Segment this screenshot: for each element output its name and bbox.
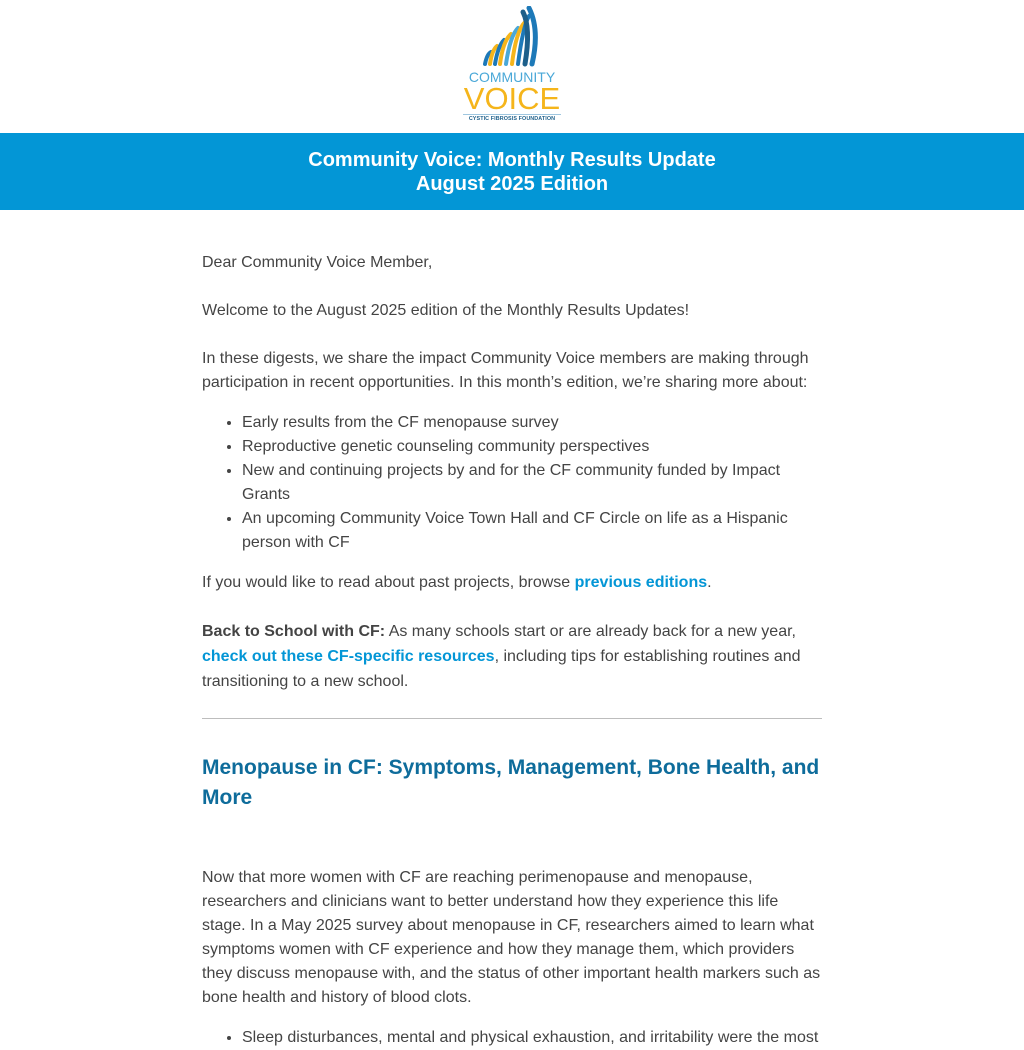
findings-list: [202, 1026, 822, 1050]
topic-item: • Reproductive genetic counseling community perspectives: [242, 435, 822, 459]
welcome-text: Welcome to the August 2025 edition of the Monthly Results Updates!: [202, 302, 690, 319]
banner-title: Community Voice: Monthly Results Update: [308, 148, 716, 171]
past-editions-suffix: .: [707, 574, 712, 591]
greeting: Dear Community Voice Member,: [202, 254, 433, 271]
finding-item: • Sleep disturbances, mental and physical exhaustion, and irritability were the most: [242, 1026, 822, 1050]
back-to-school-label: Back to School with CF:: [202, 623, 386, 640]
back-to-school-text-after: , including tips for establishing routines and transitioning to a new school.: [202, 648, 801, 690]
back-to-school-text: [202, 619, 822, 694]
menopause-body: Now that more women with CF are reaching perimenopause and menopause, researchers and clinicians want to better understand how they experience this life stage. In a May 2025 survey about menopause in CF, researchers aimed to learn what symptoms women with CF experience and how they manage them, which providers they discuss menopause with, and the status of other important health markers such as bone health and history of blood clots.: [202, 869, 821, 1006]
topic-item: • An upcoming Community Voice Town Hall and CF Circle on life as a Hispanic person with CF: [242, 507, 822, 555]
logo-community-text: COMMUNITY: [468, 69, 556, 85]
topics-list: [202, 411, 822, 555]
topic-item: • New and continuing projects by and for the CF community funded by Impact Grants: [242, 459, 822, 507]
past-editions-text: [202, 571, 822, 595]
topic-item: • Early results from the CF menopause survey: [242, 411, 822, 435]
cf-resources-link[interactable]: check out these CF-specific resources: [202, 648, 495, 665]
newsletter-body: [202, 210, 822, 1050]
banner-subtitle: August 2025 Edition: [415, 172, 609, 195]
digest-intro: In these digests, we share the impact Community Voice members are making through participation in recent opportunities. In this month’s edition, we’re sharing more about:: [202, 350, 809, 391]
past-editions-prefix: If you would like to read about past projects, browse: [202, 574, 575, 591]
back-to-school-text-before: As many schools start or are already back for a new year,: [385, 623, 796, 640]
logo-voice-text: VOICE: [463, 81, 561, 116]
section-divider: [202, 718, 822, 719]
community-voice-logo[interactable]: [463, 6, 561, 124]
logo-foundation-text: CYSTIC FIBROSIS FOUNDATION: [463, 114, 561, 122]
menopause-heading: Menopause in CF: Symptoms, Management, Bone Health, and More: [202, 756, 820, 809]
title-banner: [0, 133, 1024, 210]
previous-editions-link[interactable]: previous editions: [574, 574, 708, 591]
sound-waves-icon: [463, 6, 561, 68]
header-logo-area: [0, 0, 1024, 133]
